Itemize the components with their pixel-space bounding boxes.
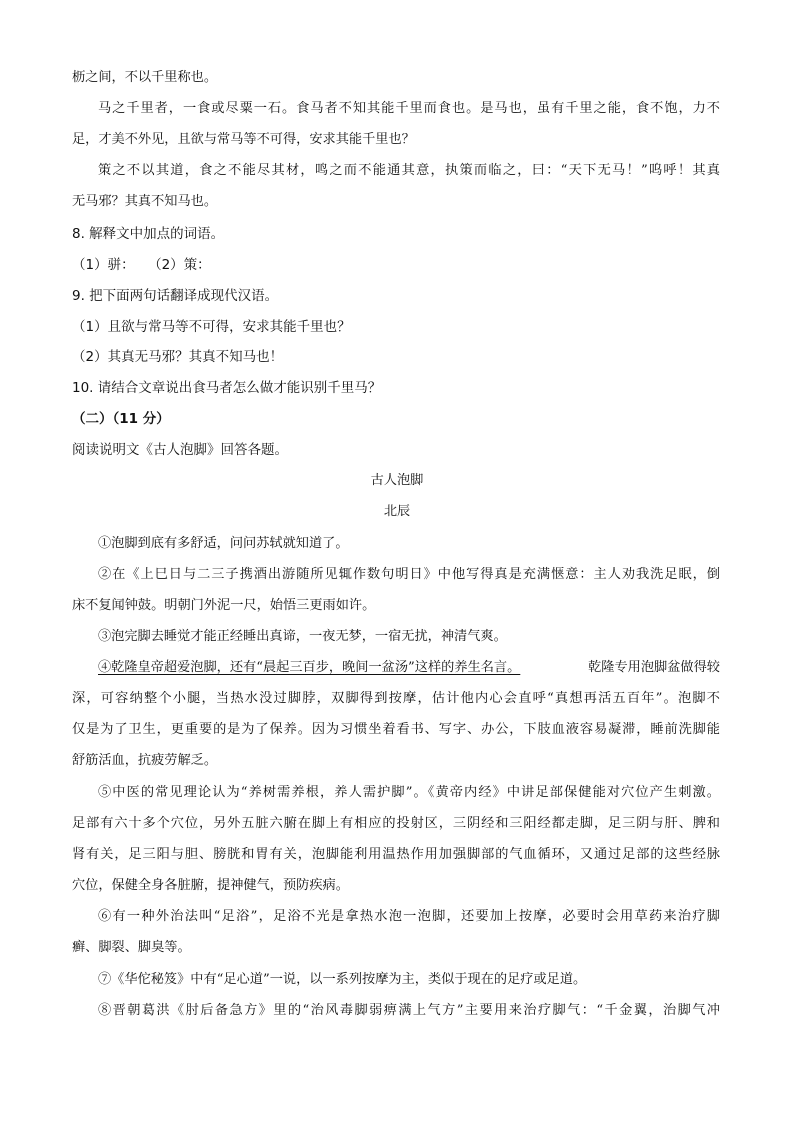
article-paragraph-4-line-3: 仅是为了卫生，更重要的是为了保养。因为习惯坐着看书、写字、办公，下肢血液容易凝滞，睡前洗脚能: [72, 722, 720, 737]
article-paragraph-4-line-4: 舒筋活血，抗疲劳解乏。: [72, 753, 218, 768]
question-9-item-1: （1）且欲与常马等不可得，安求其能千里也？: [72, 319, 351, 335]
article-paragraph-1: ①泡脚到底有多舒适，问问苏轼就知道了。: [98, 536, 349, 551]
question-8-items: （1）骈： （2）策：: [72, 257, 211, 273]
article-paragraph-6-line-2: 癣、脚裂、脚臭等。: [72, 940, 191, 955]
article-paragraph-5-line-3: 肾有关，足三阳与胆、膀胱和胃有关，泡脚能利用温热作用加强脚部的气血循环，又通过足部的这些经脉: [72, 847, 720, 862]
question-10: 10. 请结合文章说出食马者怎么做才能识别千里马？: [72, 380, 382, 396]
article-paragraph-5-line-2: 足部有六十多个穴位，另外五脏六腑在脚上有相应的投射区，三阴经和三阳经都走脚，足三阴与肝、脾和: [72, 816, 720, 831]
article-paragraph-5-line-1: ⑤中医的常见理论认为“养树需养根，养人需护脚”。《黄帝内经》中讲足部保健能对穴位产生刺激。: [98, 785, 720, 800]
question-9-item-2: （2）其真无马邪？其真不知马也！: [72, 349, 284, 365]
underlined-sentence: ④乾隆皇帝超爱泡脚，还有“晨起三百步，晚间一盆汤”这样的养生名言。: [98, 660, 521, 675]
article-paragraph-4-line-1-rest: 乾隆专用泡脚盆做得较: [588, 660, 720, 675]
article-paragraph-4-line-2: 深，可容纳整个小腿，当热水没过脚脖，双脚得到按摩，估计他内心会直呼“真想再活五百年”。泡脚不: [72, 691, 720, 706]
article-paragraph-3: ③泡完脚去睡觉才能正经睡出真谛，一夜无梦，一宿无扰，神清气爽。: [98, 629, 507, 644]
classical-line-2: 马之千里者，一食或尽粟一石。食马者不知其能千里而食也。是马也，虽有千里之能，食不饱，力不: [98, 101, 720, 116]
article-paragraph-2-line-1: ②在《上巳日与二三子携酒出游随所见辄作数句明日》中他写得真是充满惬意：主人劝我洗足眠，倒: [98, 567, 720, 582]
classical-line-4: 策之不以其道，食之不能尽其材，鸣之而不能通其意，执策而临之，曰：“天下无马！”呜呼！其真: [98, 163, 720, 178]
classical-line-1: 枥之间，不以千里称也。: [72, 70, 218, 85]
article-paragraph-5-line-4: 穴位，保健全身各脏腑，提神健气，预防疾病。: [72, 878, 349, 893]
question-8: 8. 解释文中加点的词语。: [72, 226, 225, 242]
article-paragraph-8-line-1: ⑧晋朝葛洪《肘后备急方》里的“治风毒脚弱痹满上气方”主要用来治疗脚气：“千金翼，治脚气冲: [98, 1003, 720, 1018]
section-2-heading: （二）（11 分）: [72, 411, 170, 427]
question-9: 9. 把下面两句话翻译成现代汉语。: [72, 288, 279, 304]
classical-line-3: 足，才美不外见，且欲与常马等不可得，安求其能千里也？: [72, 132, 415, 147]
article-paragraph-7: ⑦《华佗秘笈》中有“足心道”一说，以一系列按摩为主，类似于现在的足疗或足道。: [98, 972, 587, 987]
article-paragraph-4-line-1: [98, 658, 720, 678]
article-title: 古人泡脚: [370, 473, 424, 488]
article-paragraph-6-line-1: ⑥有一种外治法叫“足浴”，足浴不光是拿热水泡一泡脚，还要加上按摩，必要时会用草药来治疗脚: [98, 909, 720, 924]
classical-line-5: 无马邪？其真不知马也。: [72, 194, 218, 209]
article-paragraph-2-line-2: 床不复闻钟鼓。明朝门外泥一尺，始悟三更雨如许。: [72, 598, 376, 613]
section-2-instruction: 阅读说明文《古人泡脚》回答各题。: [72, 442, 288, 458]
article-author: 北辰: [383, 504, 411, 519]
